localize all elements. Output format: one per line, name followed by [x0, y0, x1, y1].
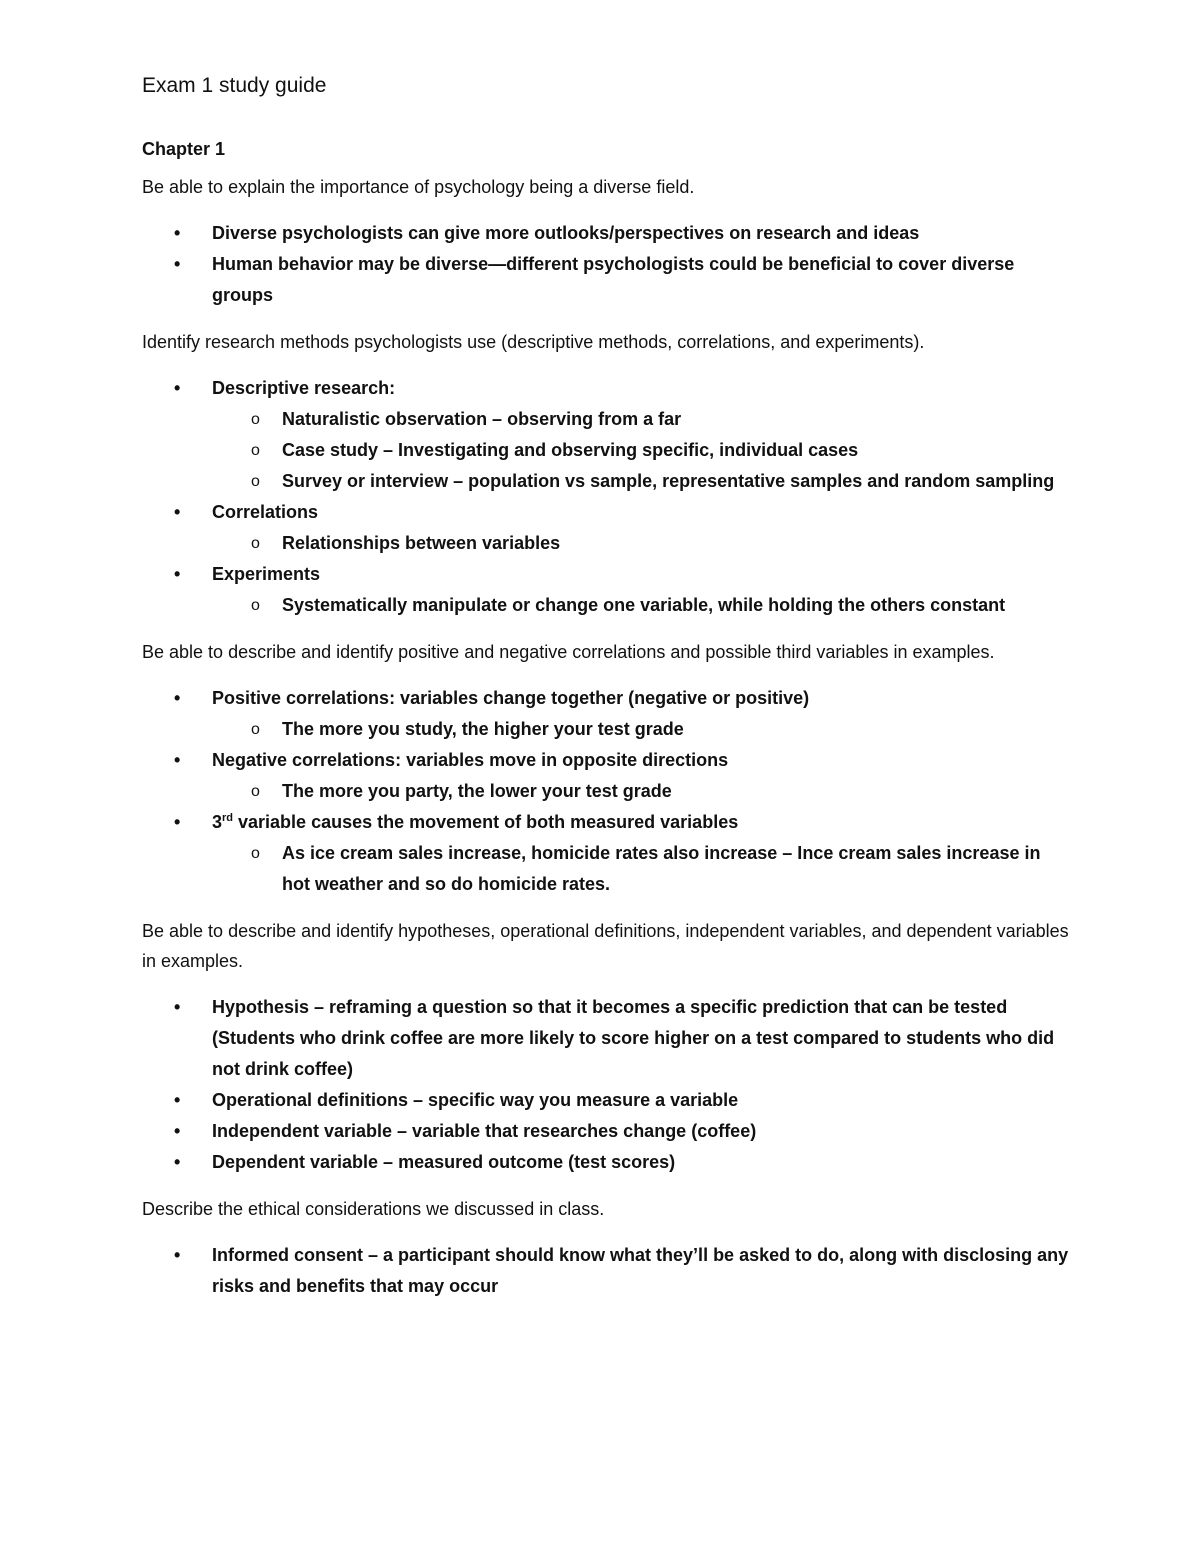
- hollow-bullet-icon: o: [251, 411, 260, 428]
- ordinal-superscript: rd: [222, 812, 234, 824]
- answer-text: Descriptive research:: [212, 378, 396, 398]
- answer-text: Independent variable – variable that researches change (coffee): [212, 1121, 757, 1141]
- answer-item: [142, 559, 1072, 621]
- sub-answer-list: [212, 590, 1072, 621]
- bullet-icon: •: [174, 1090, 181, 1110]
- sub-answer-item: [212, 466, 1072, 497]
- sub-answer-text: Survey or interview – population vs sample, representative samples and random sampling: [282, 471, 1055, 491]
- sections-container: [142, 172, 1072, 1302]
- answer-item: [142, 807, 1072, 900]
- sub-answer-item: [212, 714, 1072, 745]
- sub-answer-text: Relationships between variables: [282, 533, 561, 553]
- hollow-bullet-icon: o: [251, 535, 260, 552]
- sub-answer-text: Case study – Investigating and observing specific, individual cases: [282, 440, 859, 460]
- study-question: Be able to describe and identify positive and negative correlations and possible third variables in examples.: [142, 642, 995, 662]
- bullet-icon: •: [174, 812, 181, 832]
- answer-text: Dependent variable – measured outcome (test scores): [212, 1152, 676, 1172]
- sub-answer-list: [212, 404, 1072, 497]
- answer-text: variable causes the movement of both measured variables: [233, 812, 739, 832]
- sub-answer-item: [212, 776, 1072, 807]
- bullet-icon: •: [174, 223, 181, 243]
- answer-text: Hypothesis – reframing a question so that it becomes a specific prediction that can be tested (Students who drink coffee are more likely to score higher on a test compared to students who did not drink coffee): [212, 997, 1055, 1079]
- sub-answer-text: The more you party, the lower your test grade: [282, 781, 672, 801]
- hollow-bullet-icon: o: [251, 473, 260, 490]
- hollow-bullet-icon: o: [251, 597, 260, 614]
- answer-list: [142, 992, 1072, 1178]
- hollow-bullet-icon: o: [251, 845, 260, 862]
- sub-answer-list: [212, 714, 1072, 745]
- answer-item: [142, 1147, 1072, 1178]
- answer-list: [142, 218, 1072, 311]
- bullet-icon: •: [174, 502, 181, 522]
- study-question: Be able to describe and identify hypotheses, operational definitions, independent variables, and dependent variables in examples.: [142, 921, 1069, 971]
- bullet-icon: •: [174, 378, 181, 398]
- answer-text: Positive correlations: variables change together (negative or positive): [212, 688, 810, 708]
- document-page: [142, 68, 1072, 1318]
- study-question: Be able to explain the importance of psychology being a diverse field.: [142, 177, 695, 197]
- bullet-icon: •: [174, 997, 181, 1017]
- answer-text: Informed consent – a participant should know what they’ll be asked to do, along with disclosing any risks and benefits that may occur: [212, 1245, 1069, 1296]
- document-title: Exam 1 study guide: [142, 74, 327, 97]
- hollow-bullet-icon: o: [251, 783, 260, 800]
- sub-answer-list: [212, 838, 1072, 900]
- sub-answer-text: Systematically manipulate or change one variable, while holding the others constant: [282, 595, 1006, 615]
- sub-answer-list: [212, 776, 1072, 807]
- answer-text: Negative correlations: variables move in opposite directions: [212, 750, 729, 770]
- bullet-icon: •: [174, 750, 181, 770]
- sub-answer-item: [212, 435, 1072, 466]
- answer-text: Human behavior may be diverse—different psychologists could be beneficial to cover diverse groups: [212, 254, 1015, 305]
- answer-item: [142, 745, 1072, 807]
- sub-answer-item: [212, 590, 1072, 621]
- answer-list: [142, 373, 1072, 621]
- sub-answer-text: The more you study, the higher your test grade: [282, 719, 684, 739]
- answer-item: [142, 373, 1072, 497]
- sub-answer-list: [212, 528, 1072, 559]
- bullet-icon: •: [174, 564, 181, 584]
- bullet-icon: •: [174, 1245, 181, 1265]
- answer-list: [142, 1240, 1072, 1302]
- answer-item: [142, 218, 1072, 249]
- answer-text: Diverse psychologists can give more outlooks/perspectives on research and ideas: [212, 223, 920, 243]
- bullet-icon: •: [174, 254, 181, 274]
- answer-text: Correlations: [212, 502, 319, 522]
- answer-item: [142, 1240, 1072, 1302]
- answer-text: Operational definitions – specific way you measure a variable: [212, 1090, 739, 1110]
- sub-answer-item: [212, 838, 1072, 900]
- answer-item: [142, 992, 1072, 1085]
- answer-item: [142, 683, 1072, 745]
- bullet-icon: •: [174, 1121, 181, 1141]
- chapter-heading: Chapter 1: [142, 139, 226, 159]
- sub-answer-text: As ice cream sales increase, homicide rates also increase – Ince cream sales increase in hot weather and so do homicide rates.: [282, 843, 1041, 894]
- hollow-bullet-icon: o: [251, 442, 260, 459]
- answer-item: [142, 1085, 1072, 1116]
- bullet-icon: •: [174, 688, 181, 708]
- sub-answer-text: Naturalistic observation – observing from a far: [282, 409, 682, 429]
- answer-item: [142, 249, 1072, 311]
- sub-answer-item: [212, 404, 1072, 435]
- hollow-bullet-icon: o: [251, 721, 260, 738]
- answer-text: Experiments: [212, 564, 321, 584]
- answer-item: [142, 1116, 1072, 1147]
- sub-answer-item: [212, 528, 1072, 559]
- study-question: Identify research methods psychologists use (descriptive methods, correlations, and experiments).: [142, 332, 925, 352]
- answer-text-prefix: 3: [212, 812, 223, 832]
- study-question: Describe the ethical considerations we discussed in class.: [142, 1199, 605, 1219]
- answer-item: [142, 497, 1072, 559]
- answer-list: [142, 683, 1072, 900]
- bullet-icon: •: [174, 1152, 181, 1172]
